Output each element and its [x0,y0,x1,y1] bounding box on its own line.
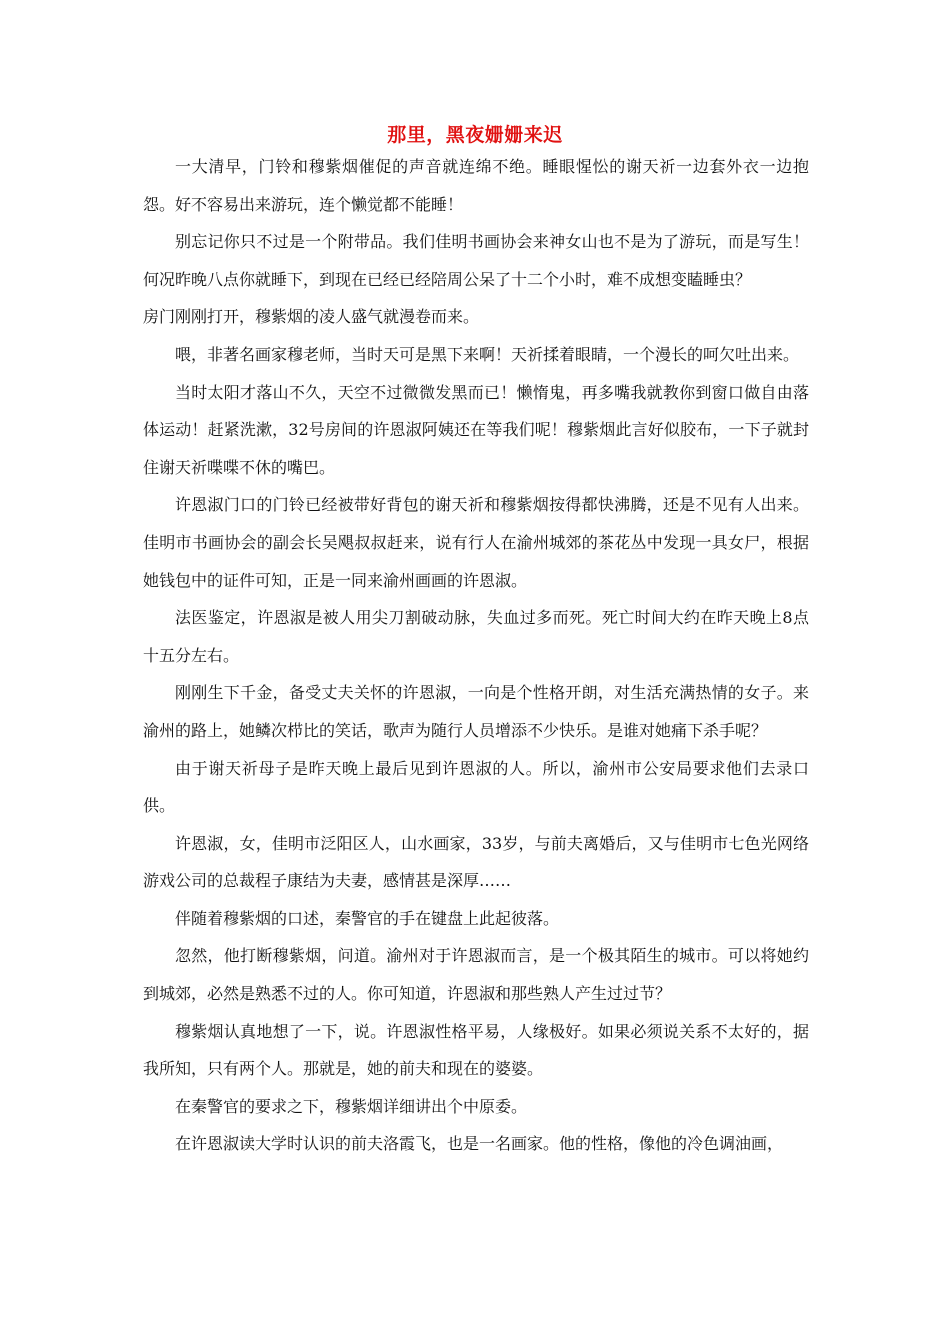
paragraph: 喂，非著名画家穆老师，当时天可是黑下来啊！天祈揉着眼睛，一个漫长的呵欠吐出来。 [175,344,800,364]
paragraph: 在许恩淑读大学时认识的前夫洛霞飞，也是一名画家。他的性格，像他的冷色调油画， [175,1134,784,1154]
paragraph: 穆紫烟认真地想了一下，说。许恩淑性格平易，人缘极好。如果必须说关系不太好的，据我所知，只有两个人。那就是，她的前夫和现在的婆婆。 [143,1021,809,1079]
paragraph: 刚刚生下千金，备受丈夫关怀的许恩淑，一向是个性格开朗，对生活充满热情的女子。来渝州的路上，她鳞次栉比的笑话，歌声为随行人员增添不少快乐。是谁对她痛下杀手呢？ [143,683,809,740]
paragraph: 法医鉴定，许恩淑是被人用尖刀割破动脉，失血过多而死。死亡时间大约在昨天晚上8点十五分左右。 [143,608,809,665]
paragraph: 房门刚刚打开，穆紫烟的凌人盛气就漫卷而来。 [143,307,480,327]
paragraph: 当时太阳才落山不久，天空不过微微发黑而已！懒惰鬼，再多嘴我就教你到窗口做自由落体运动！赶紧洗漱，32号房间的许恩淑阿姨还在等我们呢！穆紫烟此言好似胶布，一下子就封住谢天祈喋喋不休的嘴巴。 [143,382,809,477]
paragraph: 在秦警官的要求之下，穆紫烟详细讲出个中原委。 [175,1096,528,1116]
document-title: 那里，黑夜姗姗来迟 [387,124,563,146]
document-body [143,148,809,1163]
paragraph: 忽然，他打断穆紫烟，问道。渝州对于许恩淑而言，是一个极其陌生的城市。可以将她约到城郊，必然是熟悉不过的人。你可知道，许恩淑和那些熟人产生过过节？ [143,946,809,1004]
paragraph: 许恩淑门口的门铃已经被带好背包的谢天祈和穆紫烟按得都快沸腾，还是不见有人出来。佳明市书画协会的副会长吴飓叔叔赶来，说有行人在渝州城郊的茶花丛中发现一具女尸，根据她钱包中的证件可知，正是一同来渝州画画的许恩淑。 [143,495,809,590]
paragraph: 别忘记你只不过是一个附带品。我们佳明书画协会来神女山也不是为了游玩，而是写生！何况昨晚八点你就睡下，到现在已经已经陪周公呆了十二个小时，难不成想变瞌睡虫？ [143,232,809,289]
paragraph: 一大清早，门铃和穆紫烟催促的声音就连绵不绝。睡眼惺忪的谢天祈一边套外衣一边抱怨。好不容易出来游玩，连个懒觉都不能睡！ [143,157,809,214]
paragraph: 许恩淑，女，佳明市泛阳区人，山水画家，33岁，与前夫离婚后，又与佳明市七色光网络游戏公司的总裁程子康结为夫妻，感情甚是深厚…… [143,833,809,891]
paragraph: 伴随着穆紫烟的口述，秦警官的手在键盘上此起彼落。 [175,908,560,928]
paragraph: 由于谢天祈母子是昨天晚上最后见到许恩淑的人。所以，渝州市公安局要求他们去录口供。 [143,758,809,816]
